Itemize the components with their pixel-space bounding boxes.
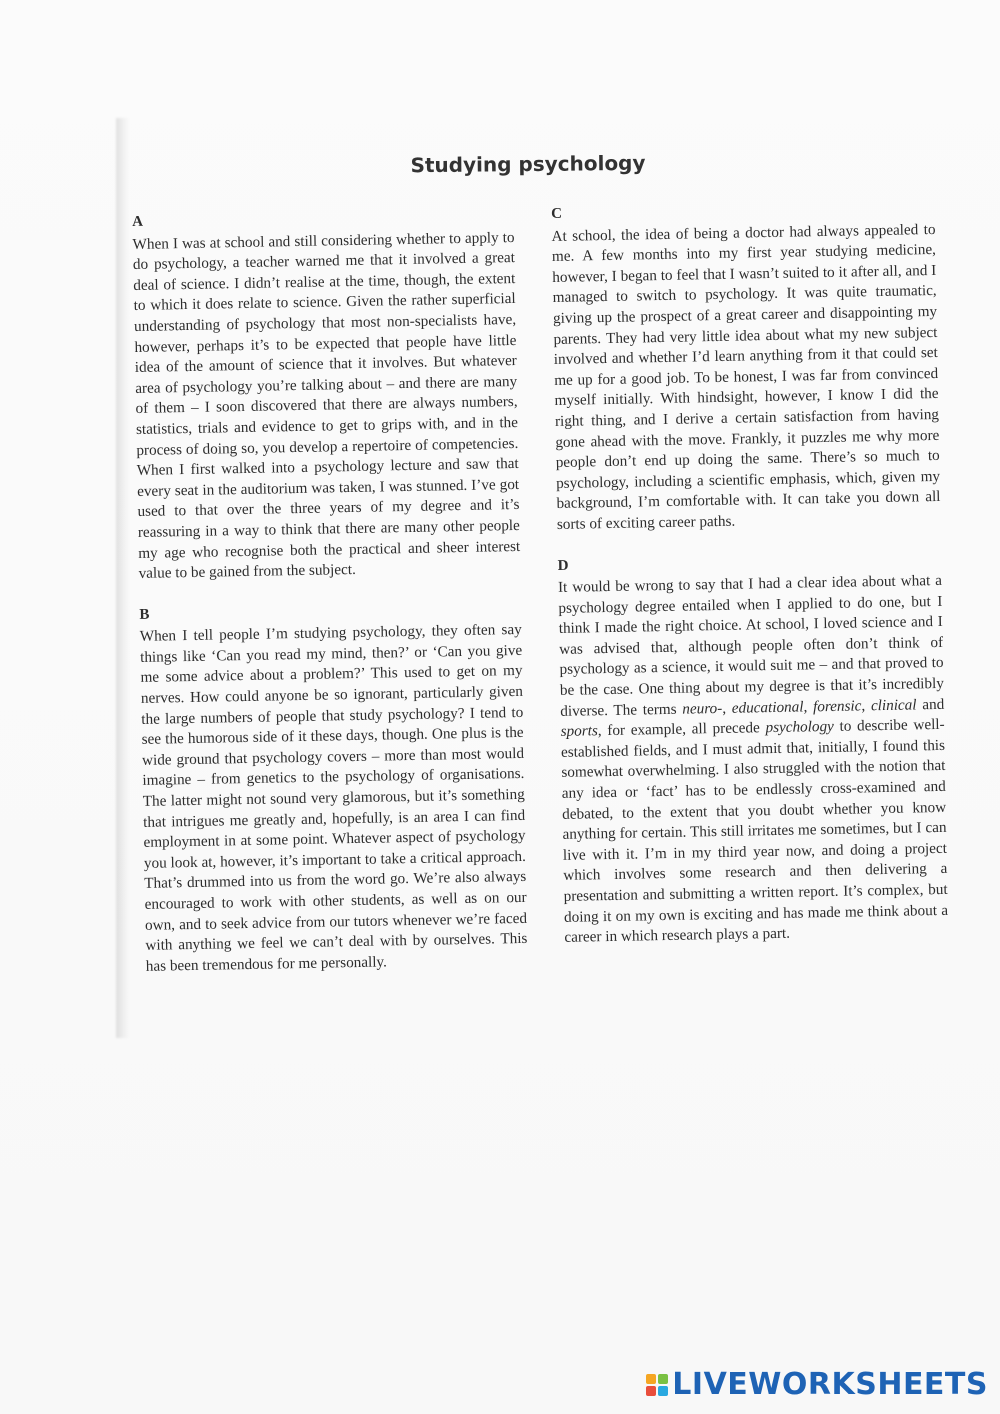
liveworksheets-logo-icon (646, 1374, 668, 1396)
section-a-letter: A (132, 213, 144, 230)
page-title: Studying psychology (410, 150, 646, 178)
section-d-letter: D (557, 557, 569, 574)
section-d-text-part-2: , for example, all precede (597, 719, 766, 740)
logo-square-1 (646, 1374, 656, 1384)
logo-square-2 (658, 1374, 668, 1384)
right-column (551, 197, 949, 969)
section-b-text: When I tell people I’m studying psychology, they often say things like ‘Can you read my mind, then?’ or ‘Can you give me some advice about a problem?’ This used to get on my nerves. How could anyone be so ignorant, particularly given the large numbers of people that study psychology? I tend to see the humorous side of it these days, though. One plus is the wide ground that psychology covers – more than most would imagine – from genetics to the psychology of organisations. The latter might not sound very glamorous, but it’s something that intrigues me greatly and, hopefully, is an area I can find employment in at some point. Whatever aspect of psychology you look at, however, it’s important to take a critical approach. That’s drummed into us from the word go. We’re also always encouraged to work with other students, as well as on our own, and to seek advice from our tutors whenever we’re faced with anything we feel we can’t deal with by ourselves. This has been tremendous for me personally. (139, 621, 528, 975)
term-psychology: psychology (765, 718, 834, 737)
separator-2: , (803, 697, 814, 716)
liveworksheets-brand-text: LIVEWORKSHEETS (672, 1367, 988, 1402)
section-b-letter: B (139, 606, 150, 623)
term-forensic: forensic (812, 697, 862, 715)
left-column (132, 205, 528, 997)
binding-shadow (116, 118, 130, 1038)
separator-3: , (861, 696, 872, 715)
section-c-letter: C (551, 205, 563, 222)
section-a-text: When I was at school and still considering whether to apply to do psychology, a teacher warned me that it involved a great deal of science. I didn’t realise at the time, though, the extent to which it does relate to science. Given the rather superficial understanding of psychology that most non-specialists have, however, perhaps it’s to be expected that people have little idea of the amount of science that it involves. But whatever area of psychology you’re talking about – and there are many of them – I soon discovered that there are always numbers, statistics, trials and evidence to get to grips with, and in the process of doing so, you develop a repertoire of competencies. When I first walked into a psychology lecture and saw that every seat in the auditorium was taken, I was stunned. I’ve got used to that over the three years of my degree and it’s reassuring in a way to think that there are many other people my age who recognise both the practical and sheer interest value to be gained from the subject. (132, 228, 521, 583)
term-neuro: neuro- (682, 699, 723, 718)
separator-1: , (722, 699, 732, 717)
section-d-text-part-1: It would be wrong to say that I had a clear idea about what a psychology degree entailed when I applied to do one, but I think I made the right choice. At school, I loved science and I was advised that, although people often don’t think of psychology as a science, it would suit me – and that proved to be the case. One thing about my degree is that it’s incredibly diverse. The terms (557, 571, 945, 720)
section-d-text-part-3: to describe well-established fields, and I must admit that, initially, I found this somewhat overwhelming. I also struggled with the notion that any idea or ‘fact’ has to be endlessly cross-examined and debated, to the extent that you doubt whether you know anything for certain. This still irritates me sometimes, but I can live with it. I’m in my third year now, and doing a project which involves some research and then delivering a presentation and submitting a written report. It’s complex, but doing it on my own is exciting and has made me think about a career in which research plays a part. (560, 716, 949, 947)
term-sports: sports (560, 722, 598, 741)
logo-square-4 (658, 1386, 668, 1396)
term-educational: educational (731, 698, 804, 717)
section-c-text: At school, the idea of being a doctor had always appealed to me. A few months into my first year studying medicine, however, I began to feel that I wasn’t suited to it after all, and I managed to switch to psychology. It was quite traumatic, giving up the prospect of a great career and disappointing my parents. They had very little idea about what my new subject involved and whether I’d learn anything from it that could set me up for a good job. To be honest, I was far from convinced myself initially. With hindsight, however, I know I did the right thing, and I derive a certain satisfaction from having gone ahead with the move. Frankly, it puzzles me why more people don’t end up doing the same. There’s so much to psychology, including a scientific emphasis, which, given my background, I’m comfortable with. It can take you down all sorts of exciting career paths. (551, 220, 941, 533)
liveworksheets-watermark (646, 1367, 988, 1402)
logo-square-3 (646, 1386, 656, 1396)
section-d-text (558, 571, 949, 949)
separator-4: and (916, 695, 945, 714)
term-clinical: clinical (870, 696, 917, 714)
